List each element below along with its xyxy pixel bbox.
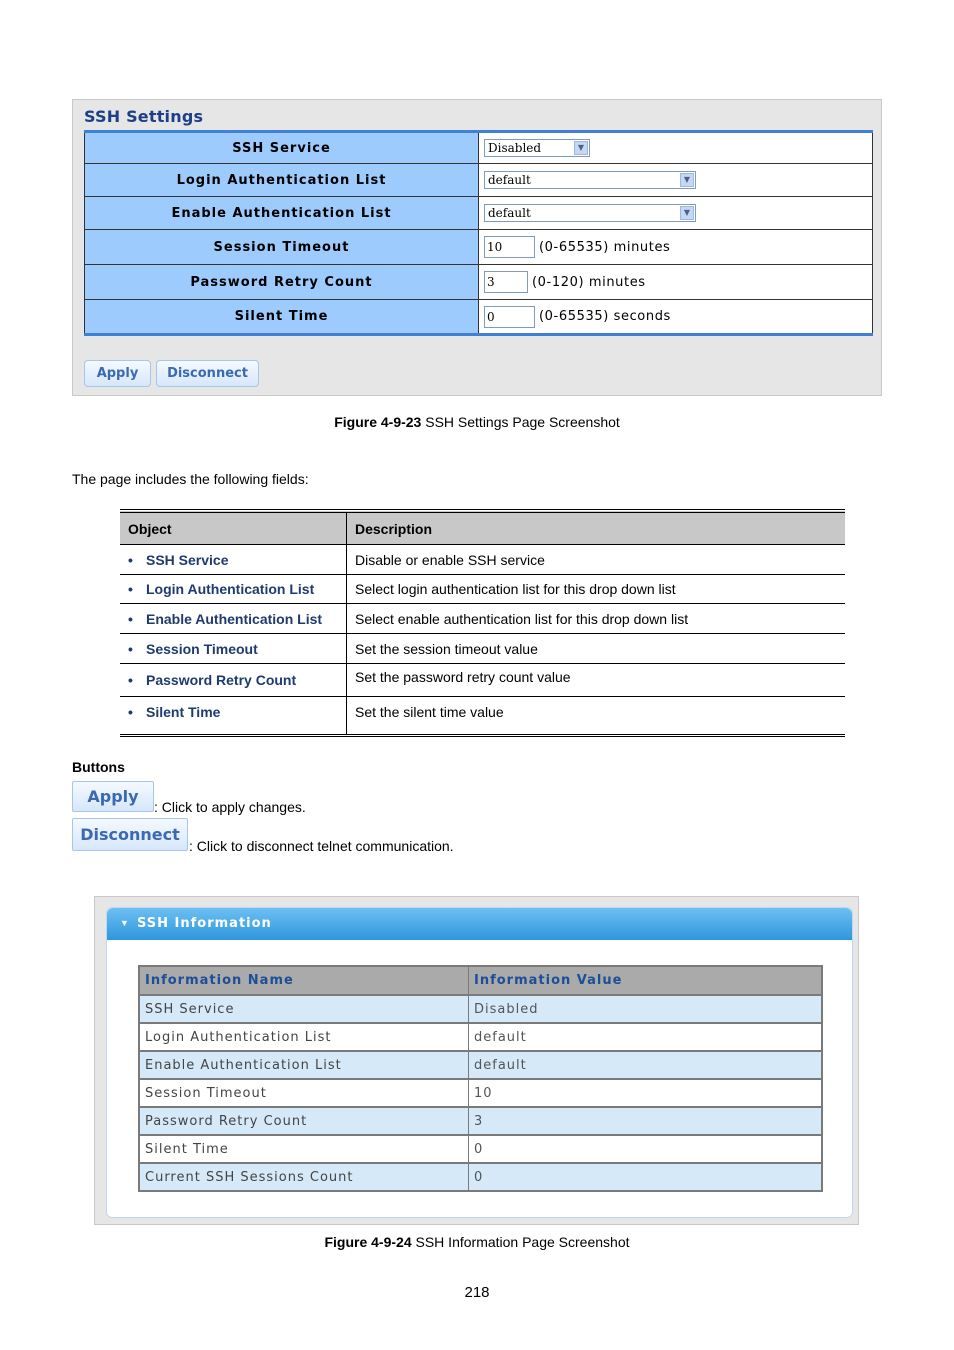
ssh-settings-title: SSH Settings <box>84 107 204 126</box>
silent-time-input[interactable]: 0 <box>484 306 535 328</box>
information-name-header: Information Name <box>139 966 469 995</box>
page-number: 218 <box>464 1284 490 1301</box>
object-column-header: Object <box>120 511 347 545</box>
disconnect-button-sample[interactable]: Disconnect <box>72 818 188 851</box>
ssh-information-panel <box>94 896 859 1225</box>
apply-button-sample[interactable]: Apply <box>72 781 154 812</box>
table-row: Login Authentication List default <box>139 1023 822 1051</box>
ssh-information-header[interactable] <box>107 908 852 940</box>
table-row: SSH Service Disabled <box>139 995 822 1023</box>
table-row: • Enable Authentication List Select enable authentication list for this drop down list <box>120 604 845 634</box>
apply-description: : Click to apply changes. <box>154 799 306 815</box>
apply-button[interactable]: Apply <box>84 360 151 387</box>
form-row-session-timeout <box>85 230 873 265</box>
enable-auth-list-label: Enable Authentication List <box>85 197 479 230</box>
login-auth-list-label: Login Authentication List <box>85 164 479 197</box>
table-row: • Login Authentication List Select login authentication list for this drop down list <box>120 575 845 604</box>
password-retry-count-hint: (0-120) minutes <box>532 274 646 290</box>
table-row: Session Timeout 10 <box>139 1079 822 1107</box>
session-timeout-label: Session Timeout <box>85 230 479 265</box>
table-row: Enable Authentication List default <box>139 1051 822 1079</box>
form-row-enable-auth-list <box>85 197 873 230</box>
fields-table-header <box>120 511 845 545</box>
session-timeout-hint: (0-65535) minutes <box>539 239 671 255</box>
form-row-silent-time <box>85 300 873 335</box>
password-retry-count-input[interactable]: 3 <box>484 271 528 293</box>
ssh-service-select[interactable]: Disabled ▼ <box>484 139 590 157</box>
figure-caption-information: Figure 4-9-24 SSH Information Page Screenshot <box>324 1234 630 1250</box>
ssh-information-table <box>138 965 823 1192</box>
table-row: • Silent Time Set the silent time value <box>120 697 845 736</box>
table-row: Password Retry Count 3 <box>139 1107 822 1135</box>
silent-time-hint: (0-65535) seconds <box>539 309 671 324</box>
info-table-header <box>139 966 822 995</box>
ssh-information-box <box>106 907 853 1218</box>
password-retry-count-label: Password Retry Count <box>85 265 479 300</box>
collapse-triangle-icon[interactable]: ▼ <box>120 918 129 928</box>
ssh-information-title: SSH Information <box>137 916 272 931</box>
form-row-ssh-service <box>85 132 873 164</box>
table-row: • SSH Service Disable or enable SSH service <box>120 545 845 575</box>
intro-text: The page includes the following fields: <box>72 471 309 487</box>
disconnect-button[interactable]: Disconnect <box>156 360 259 387</box>
information-value-header: Information Value <box>469 966 823 995</box>
form-row-login-auth-list <box>85 164 873 197</box>
chevron-down-icon: ▼ <box>680 206 694 220</box>
disconnect-description: : Click to disconnect telnet communication. <box>189 838 454 854</box>
ssh-service-label: SSH Service <box>85 132 479 164</box>
chevron-down-icon: ▼ <box>680 173 694 187</box>
ssh-settings-panel <box>72 99 882 396</box>
chevron-down-icon: ▼ <box>574 141 588 155</box>
figure-caption-settings: Figure 4-9-23 SSH Settings Page Screenshot <box>334 414 620 430</box>
table-row: Current SSH Sessions Count 0 <box>139 1163 822 1191</box>
description-column-header: Description <box>347 511 846 545</box>
buttons-heading: Buttons <box>72 759 125 775</box>
table-row: • Password Retry Count Set the password retry count value <box>120 664 845 697</box>
fields-table <box>120 509 845 737</box>
enable-auth-list-select[interactable]: default ▼ <box>484 204 696 222</box>
ssh-settings-form <box>84 130 873 336</box>
form-row-password-retry-count <box>85 265 873 300</box>
table-row: • Session Timeout Set the session timeout value <box>120 634 845 664</box>
silent-time-label: Silent Time <box>85 300 479 335</box>
session-timeout-input[interactable]: 10 <box>484 236 535 258</box>
login-auth-list-select[interactable]: default ▼ <box>484 171 696 189</box>
table-row: Silent Time 0 <box>139 1135 822 1163</box>
